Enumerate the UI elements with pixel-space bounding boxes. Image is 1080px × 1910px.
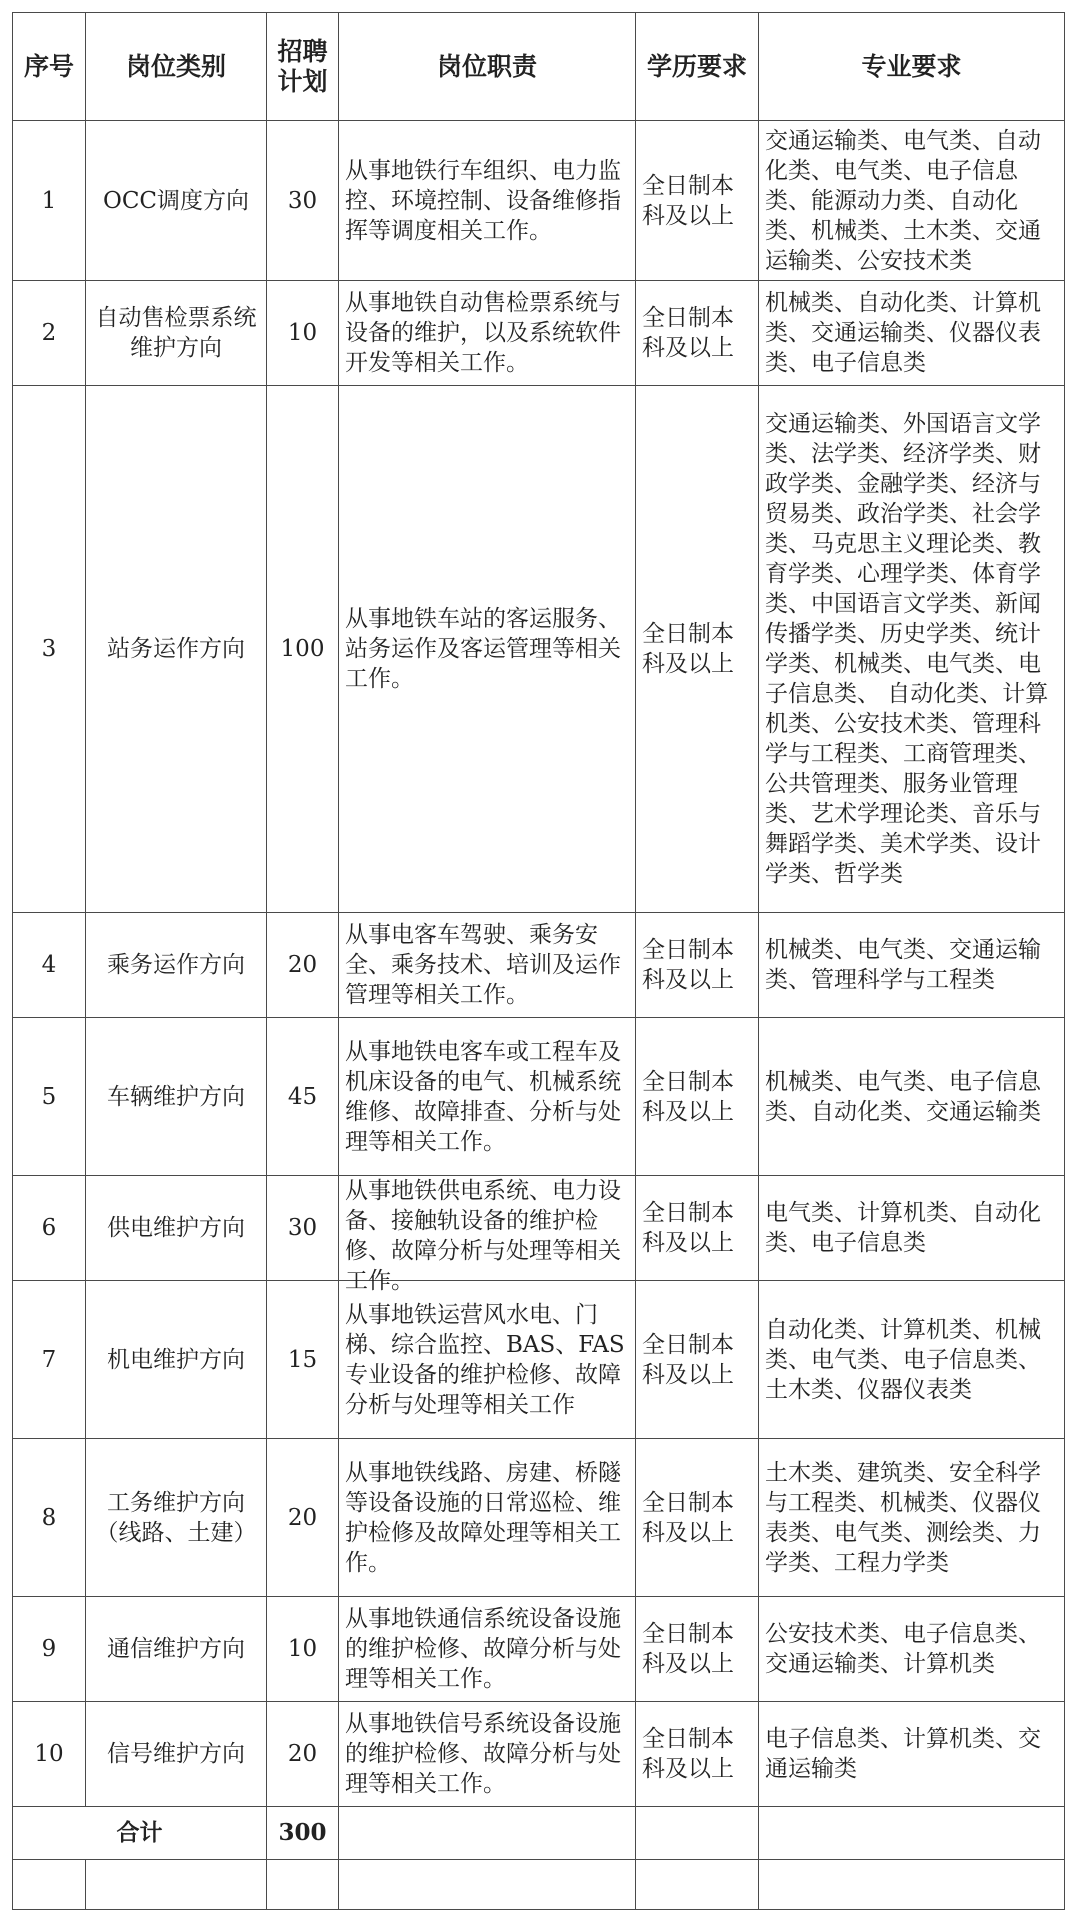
row-plan: 10 [267,281,339,386]
row-major: 交通运输类、电气类、自动化类、电气类、电子信息类、能源动力类、自动化类、机械类、土木类、交通运输类、公安技术类 [759,121,1065,281]
row-index: 8 [13,1439,86,1597]
row-duty-cell [339,1176,636,1294]
row-category: 自动售检票系统维护方向 [86,281,267,386]
row-index: 7 [13,1281,86,1439]
table-row [13,281,1065,386]
row-category: 信号维护方向 [86,1702,267,1807]
row-major: 土木类、建筑类、安全科学与工程类、机械类、仪器仪表类、电气类、测绘类、力学类、工程力学类 [759,1439,1065,1597]
header-education: 学历要求 [636,13,759,121]
row-major: 机械类、电气类、交通运输类、管理科学与工程类 [759,913,1065,1018]
header-category: 岗位类别 [86,13,267,121]
table-row [13,1439,1065,1597]
row-major: 机械类、自动化类、计算机类、交通运输类、仪器仪表类、电子信息类 [759,281,1065,386]
header-index: 序号 [13,13,86,121]
total-value: 300 [267,1807,339,1860]
table-tail-row [13,1860,1065,1910]
total-empty-major [759,1807,1065,1860]
total-label: 合计 [13,1807,267,1860]
row-category: 工务维护方向（线路、土建） [86,1439,267,1597]
row-duty: 从事地铁通信系统设备设施的维护检修、故障分析与处理等相关工作。 [339,1597,636,1702]
row-index: 3 [13,386,86,913]
row-plan: 20 [267,1702,339,1807]
row-major: 电子信息类、计算机类、交通运输类 [759,1702,1065,1807]
header-duty: 岗位职责 [339,13,636,121]
tail-cell [86,1860,267,1910]
row-education: 全日制本科及以上 [636,1702,759,1807]
row-category: 供电维护方向 [86,1176,267,1281]
row-plan: 30 [267,121,339,281]
row-category: OCC调度方向 [86,121,267,281]
row-duty: 从事地铁行车组织、电力监控、环境控制、设备维修指挥等调度相关工作。 [339,121,636,281]
row-education: 全日制本科及以上 [636,281,759,386]
row-major: 交通运输类、外国语言文学类、法学类、经济学类、财政学类、金融学类、经济与贸易类、政治学类、社会学类、马克思主义理论类、教育学类、心理学类、体育学类、中国语言文学类、新闻传播学类、历史学类、统计学类、机械类、电气类、电子信息类、 自动化类、计算机类、公安技术类、管理科学与工程类、工商管理类、公共管理类、服务业管理类、艺术学理论类、音乐与舞蹈学类、美术学类、设计学类、哲学类 [759,386,1065,913]
tail-cell [636,1860,759,1910]
row-duty: 从事地铁车站的客运服务、站务运作及客运管理等相关工作。 [339,386,636,913]
row-duty: 从事电客车驾驶、乘务安全、乘务技术、培训及运作管理等相关工作。 [339,913,636,1018]
table-row [13,1018,1065,1176]
row-education: 全日制本科及以上 [636,1176,759,1281]
row-category: 通信维护方向 [86,1597,267,1702]
row-category: 机电维护方向 [86,1281,267,1439]
row-index: 1 [13,121,86,281]
table-row [13,121,1065,281]
tail-cell [267,1860,339,1910]
recruitment-table [12,12,1065,1910]
table-row [13,386,1065,913]
row-duty: 从事地铁线路、房建、桥隧等设备设施的日常巡检、维护检修及故障处理等相关工作。 [339,1439,636,1597]
total-empty-education [636,1807,759,1860]
tail-cell [759,1860,1065,1910]
table-row [13,1597,1065,1702]
table-row [13,1702,1065,1807]
row-category: 站务运作方向 [86,386,267,913]
row-plan: 20 [267,1439,339,1597]
row-plan: 45 [267,1018,339,1176]
row-major: 公安技术类、电子信息类、交通运输类、计算机类 [759,1597,1065,1702]
tail-cell [339,1860,636,1910]
row-index: 2 [13,281,86,386]
row-plan: 10 [267,1597,339,1702]
row-education: 全日制本科及以上 [636,121,759,281]
table-header-row [13,13,1065,121]
table-row [13,1281,1065,1439]
row-education: 全日制本科及以上 [636,1597,759,1702]
table-row [13,1176,1065,1281]
row-major: 机械类、电气类、电子信息类、自动化类、交通运输类 [759,1018,1065,1176]
row-category: 乘务运作方向 [86,913,267,1018]
row-duty: 从事地铁电客车或工程车及机床设备的电气、机械系统维修、故障排查、分析与处理等相关工作。 [339,1018,636,1176]
header-plan: 招聘计划 [267,13,339,121]
row-duty: 从事地铁信号系统设备设施的维护检修、故障分析与处理等相关工作。 [339,1702,636,1807]
row-major: 电气类、计算机类、自动化类、电子信息类 [759,1176,1065,1281]
row-index: 10 [13,1702,86,1807]
row-duty: 从事地铁自动售检票系统与设备的维护，以及系统软件开发等相关工作。 [339,281,636,386]
row-major: 自动化类、计算机类、机械类、电气类、电子信息类、土木类、仪器仪表类 [759,1281,1065,1439]
row-education: 全日制本科及以上 [636,1281,759,1439]
row-index: 4 [13,913,86,1018]
row-education: 全日制本科及以上 [636,386,759,913]
row-education: 全日制本科及以上 [636,1018,759,1176]
row-index: 5 [13,1018,86,1176]
row-duty: 从事地铁供电系统、电力设备、接触轨设备的维护检修、故障分析与处理等相关工作。 [345,1178,621,1294]
table-row [13,913,1065,1018]
row-index: 9 [13,1597,86,1702]
row-education: 全日制本科及以上 [636,1439,759,1597]
total-row [13,1807,1065,1860]
header-major: 专业要求 [759,13,1065,121]
row-plan: 30 [267,1176,339,1281]
tail-cell [13,1860,86,1910]
row-plan: 15 [267,1281,339,1439]
row-duty: 从事地铁运营风水电、门梯、综合监控、BAS、FAS专业设备的维护检修、故障分析与处理等相关工作 [339,1281,636,1439]
total-empty-duty [339,1807,636,1860]
row-education: 全日制本科及以上 [636,913,759,1018]
row-plan: 100 [267,386,339,913]
row-category: 车辆维护方向 [86,1018,267,1176]
row-index: 6 [13,1176,86,1281]
row-plan: 20 [267,913,339,1018]
